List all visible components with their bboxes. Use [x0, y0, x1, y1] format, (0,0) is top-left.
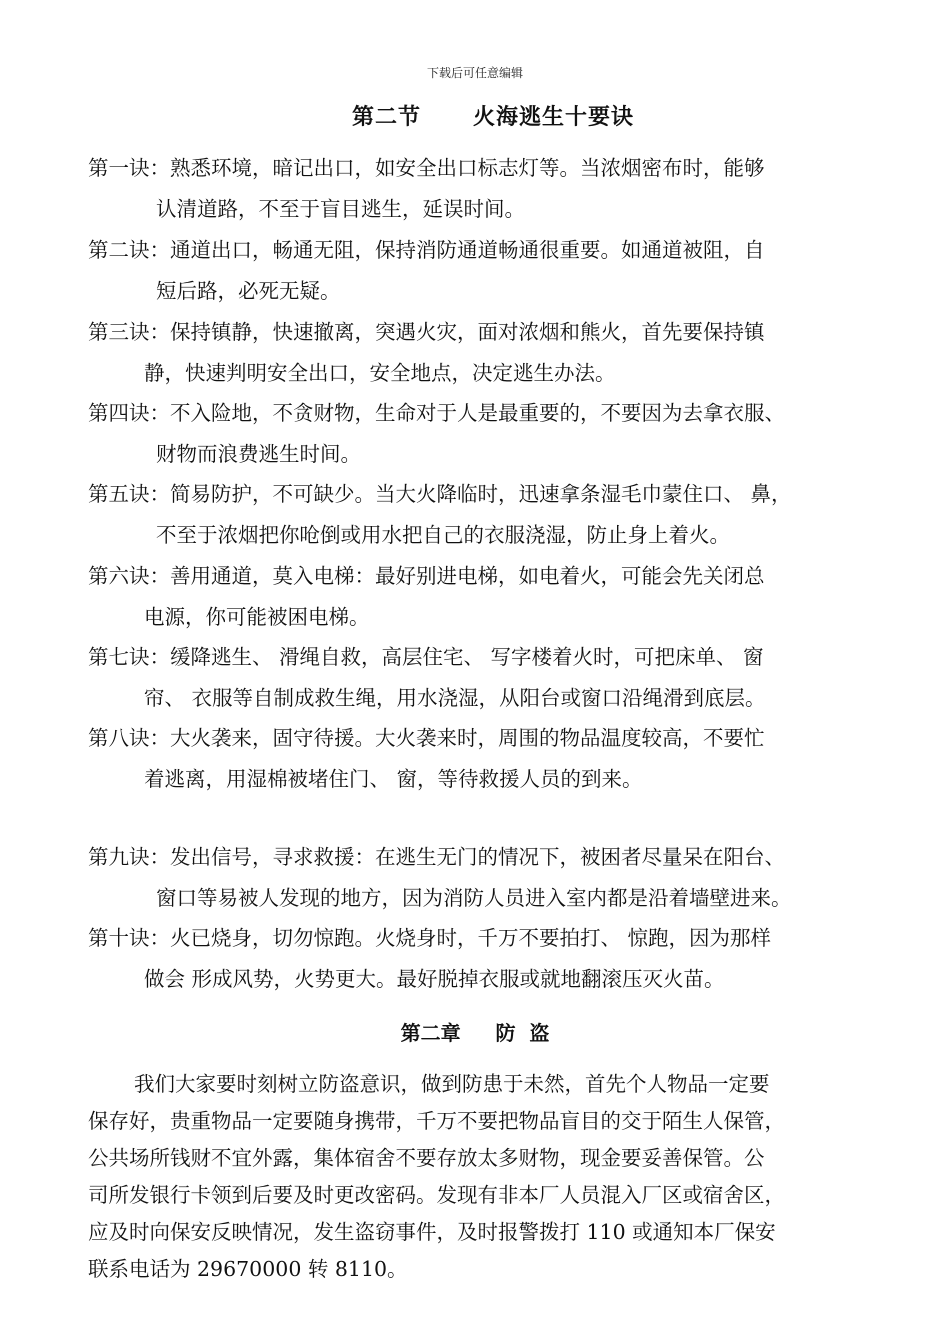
rule-line-continued: 静，快速判明安全出口，安全地点，决定逃生办法。 — [144, 361, 616, 385]
rule-line: 第九诀：发出信号，寻求救援：在逃生无门的情况下，被困者尽量呆在阳台、 — [88, 845, 785, 869]
rule-item — [88, 230, 868, 312]
rule-item — [88, 718, 868, 800]
paragraph-line: 司所发银行卡领到后要及时更改密码。发现有非本厂人员混入厂区或宿舍区， — [88, 1183, 785, 1207]
rule-line-continued: 帘、 衣服等自制成救生绳，用水浇湿，从阳台或窗口沿绳滑到底层。 — [144, 686, 766, 710]
rule-line-continued: 窗口等易被人发现的地方，因为消防人员进入室内都是沿着墙壁进来。 — [156, 886, 792, 910]
page-header-note: 下载后可任意编辑 — [426, 66, 523, 80]
rule-item — [88, 556, 868, 638]
rule-line: 第六诀：善用通道，莫入电梯：最好别进电梯，如电着火，可能会先关闭总 — [88, 564, 765, 588]
rule-line-continued: 短后路，必死无疑。 — [156, 279, 341, 303]
rule-line-continued: 不至于浓烟把你呛倒或用水把自己的衣服浇湿，防止身上着火。 — [156, 523, 730, 547]
rule-item — [88, 312, 868, 394]
rule-line: 第五诀：简易防护，不可缺少。当大火降临时，迅速拿条湿毛巾蒙住口、 鼻， — [88, 482, 792, 506]
paragraph-line: 公共场所钱财不宜外露，集体宿舍不要存放太多财物，现金要妥善保管。公 — [88, 1146, 765, 1170]
rule-line: 第二诀：通道出口，畅通无阻，保持消防通道畅通很重要。如通道被阻，自 — [88, 238, 765, 262]
paragraph-line: 应及时向保安反映情况，发生盗窃事件，及时报警拨打 110 或通知本厂保安 — [88, 1220, 776, 1244]
anti-theft-paragraph — [88, 1066, 868, 1288]
rule-line: 第三诀：保持镇静，快速撤离，突遇火灾，面对浓烟和熊火，首先要保持镇 — [88, 320, 765, 344]
rule-line-continued: 做会 形成风势，火势更大。最好脱掉衣服或就地翻滚压灭火苗。 — [144, 967, 725, 991]
paragraph-line: 联系电话为 29670000 转 8110。 — [88, 1257, 408, 1281]
rule-line: 第一诀：熟悉环境，暗记出口，如安全出口标志灯等。当浓烟密布时，能够 — [88, 156, 765, 180]
rule-line: 第八诀：大火袭来，固守待援。大火袭来时，周围的物品温度较高，不要忙 — [88, 726, 765, 750]
section-title: 第二节 火海逃生十要诀 — [352, 104, 634, 130]
rule-item — [88, 837, 868, 919]
rule-item — [88, 474, 868, 556]
rule-line: 第七诀：缓降逃生、 滑绳自救，高层住宅、 写字楼着火时，可把床单、 窗 — [88, 645, 764, 669]
paragraph-line: 我们大家要时刻树立防盗意识，做到防患于未然，首先个人物品一定要 — [134, 1072, 770, 1096]
rule-line-continued: 认清道路，不至于盲目逃生，延误时间。 — [156, 197, 525, 221]
rule-line: 第十诀：火已烧身，切勿惊跑。火烧身时，千万不要拍打、 惊跑，因为那样 — [88, 926, 772, 950]
rule-line-continued: 电源，你可能被困电梯。 — [144, 605, 370, 629]
rule-item — [88, 637, 868, 719]
rule-line-continued: 财物而浪费逃生时间。 — [156, 442, 361, 466]
rule-item — [88, 918, 868, 1000]
chapter-title: 第二章 防 盗 — [400, 1021, 550, 1045]
rule-item — [88, 393, 868, 475]
rule-item — [88, 148, 868, 230]
rule-line-continued: 着逃离，用湿棉被堵住门、 窗，等待救援人员的到来。 — [144, 767, 643, 791]
rule-line: 第四诀：不入险地，不贪财物，生命对于人是最重要的，不要因为去拿衣服、 — [88, 401, 785, 425]
paragraph-line: 保存好，贵重物品一定要随身携带，千万不要把物品盲目的交于陌生人保管， — [88, 1109, 785, 1133]
